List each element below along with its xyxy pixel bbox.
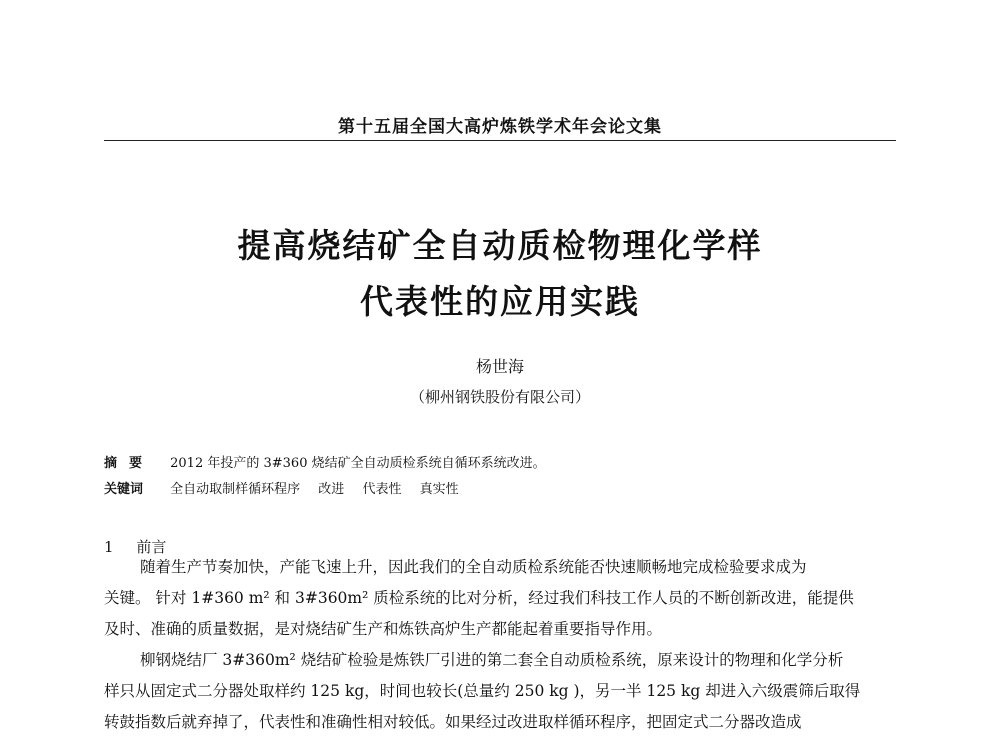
paragraph-line: 关键。 针对 1#360 m² 和 3#360m² 质检系统的比对分析，经过我们科技工作人员的不断创新改进，能提供 bbox=[104, 589, 854, 607]
paragraph-line: 及时、准确的质量数据，是对烧结矿生产和炼铁高炉生产都能起着重要指导作用。 bbox=[104, 620, 663, 638]
section-number: 1 bbox=[104, 538, 114, 556]
author-name: 杨世海 bbox=[475, 357, 524, 376]
keywords-label: 关键词 bbox=[104, 482, 144, 497]
abstract-label: 摘要 bbox=[104, 456, 155, 471]
header-rule bbox=[104, 140, 896, 141]
abstract-text: 2012 年投产的 3#360 烧结矿全自动质检系统自循环系统改进。 bbox=[170, 456, 546, 471]
paper-title bbox=[0, 218, 1000, 330]
paragraph-line: 柳钢烧结厂 3#360m² 烧结矿检验是炼铁厂引进的第二套全自动质检系统，原来设计的物理和化学分析 bbox=[140, 651, 844, 669]
title-line-1: 提高烧结矿全自动质检物理化学样 bbox=[237, 226, 763, 265]
title-line-2: 代表性的应用实践 bbox=[360, 282, 640, 321]
author-affiliation: （柳州钢铁股份有限公司） bbox=[409, 388, 590, 406]
paragraph-line: 转鼓指数后就弃掉了，代表性和准确性相对较低。如果经过改进取样循环程序，把固定式二分器改造成 bbox=[104, 713, 802, 731]
abstract bbox=[104, 452, 896, 471]
paragraph-line: 样只从固定式二分器处取样约 125 kg，时间也较长(总量约 250 kg )，另一半 125 kg 却进入六级震筛后取得 bbox=[104, 682, 861, 700]
keyword: 真实性 bbox=[419, 482, 459, 497]
paragraph-2 bbox=[104, 645, 896, 738]
keyword: 改进 bbox=[318, 482, 345, 497]
keyword: 代表性 bbox=[362, 482, 402, 497]
running-header: 第十五届全国大高炉炼铁学术年会论文集 bbox=[338, 117, 662, 137]
keyword: 全自动取制样循环程序 bbox=[170, 482, 301, 497]
keywords bbox=[104, 478, 896, 497]
paragraph-1 bbox=[104, 552, 896, 645]
paragraph-line: 随着生产节奏加快，产能飞速上升，因此我们的全自动质检系统能否快速顺畅地完成检验要求成为 bbox=[140, 558, 807, 576]
section-title: 前言 bbox=[136, 538, 167, 556]
